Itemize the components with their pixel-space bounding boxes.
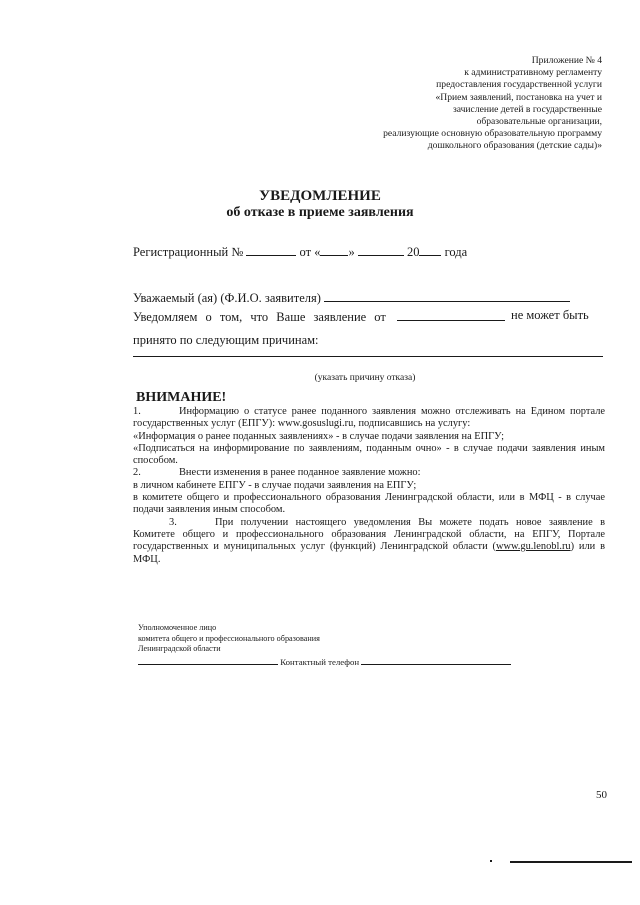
phone-line xyxy=(138,656,511,667)
appendix-line: реализующие основную образовательную программу xyxy=(383,128,602,140)
phone-label: Контактный телефон xyxy=(280,657,360,667)
item-text-end: ) или в МФЦ. xyxy=(133,541,605,565)
appendix-line: Приложение № 4 xyxy=(531,55,602,66)
document-title: УВЕДОМЛЕНИЕ xyxy=(259,188,381,204)
item-text: При получении настоящего уведомления Вы можете подать новое заявление в Комитете общего и профессионального образования Ленинградской области, на ЕПГУ, Портале государственных и муниципальных услуг (функций) Ленинградской области ( xyxy=(133,516,605,553)
document-subtitle: об отказе в приеме заявления xyxy=(226,205,414,220)
item-3 xyxy=(133,517,605,566)
signature-line: Ленинградской области xyxy=(138,644,221,654)
item-1-line: «Информация о ранее поданных заявлениях» - в случае подачи заявления на ЕПГУ; xyxy=(133,430,504,442)
item-1 xyxy=(133,406,605,431)
attention-body xyxy=(133,406,605,566)
portal-link[interactable]: www.gu.lenobl.ru xyxy=(495,541,571,553)
signature-line: комитета общего и профессионального образования xyxy=(138,633,320,643)
registration-line xyxy=(133,243,467,260)
greeting-label: Уважаемый (ая) (Ф.И.О. заявителя) xyxy=(133,291,321,305)
applicant-name-field[interactable] xyxy=(324,289,570,302)
item-text: Информацию о статусе ранее поданного заявления можно отслеживать на Едином портале государственных услуг (ЕПГУ): www.gosuslugi.ru, подписавшись на услугу: xyxy=(133,406,605,430)
greeting-line xyxy=(133,289,570,306)
registration-day-field[interactable] xyxy=(320,243,348,256)
appendix-line: к административному регламенту xyxy=(464,67,602,79)
notice-line xyxy=(133,308,505,325)
notice-text: Уведомляем о том, что Ваше заявление от xyxy=(133,310,386,324)
registration-number-field[interactable] xyxy=(246,243,296,256)
registration-month-field[interactable] xyxy=(358,243,404,256)
scan-mark xyxy=(490,860,492,862)
item-number: 2. xyxy=(133,467,141,479)
item-number: 1. xyxy=(133,406,141,417)
registration-label: Регистрационный № xyxy=(133,245,244,259)
registration-year-prefix: 20 xyxy=(406,245,420,259)
notice-text-reasons: принято по следующим причинам: xyxy=(133,333,319,347)
item-2-line: в личном кабинете ЕПГУ - в случае подачи заявления на ЕПГУ; xyxy=(133,479,417,491)
notice-text-end: не может быть xyxy=(511,308,589,322)
item-text: Внести изменения в ранее поданное заявление можно: xyxy=(179,467,421,479)
registration-year-field[interactable] xyxy=(419,243,441,256)
signature-block xyxy=(138,623,320,655)
item-2-line: в комитете общего и профессионального образования Ленинградской области, или в МФЦ - в случае подачи заявления иным способом. xyxy=(133,492,605,516)
reason-hint: (указать причину отказа) xyxy=(314,373,416,383)
signature-line: Уполномоченное лицо xyxy=(138,623,217,632)
application-date-field[interactable] xyxy=(397,308,505,321)
item-2 xyxy=(133,467,605,479)
appendix-line: «Прием заявлений, постановка на учет и xyxy=(435,91,602,103)
registration-year-suffix: года xyxy=(444,245,468,259)
item-number: 3. xyxy=(169,516,177,528)
appendix-line: зачисление детей в государственные xyxy=(452,103,602,115)
phone-field[interactable] xyxy=(361,656,511,665)
appendix-line: образовательные организации, xyxy=(476,116,602,128)
signature-field[interactable] xyxy=(138,656,278,665)
appendix-block xyxy=(312,55,602,153)
attention-heading: ВНИМАНИЕ! xyxy=(136,390,227,405)
registration-quote-close: » xyxy=(348,245,355,259)
reason-field[interactable] xyxy=(133,356,603,357)
registration-from-label: от « xyxy=(299,245,321,259)
appendix-line: дошкольного образования (детские сады)» xyxy=(427,140,602,152)
item-1-line: «Подписаться на информирование по заявлениям, поданным очно» - в случае подачи заявления иным способом. xyxy=(133,442,605,467)
appendix-line: предоставления государственной услуги xyxy=(436,79,602,91)
page-number: 50 xyxy=(596,789,607,801)
footer-rule xyxy=(510,861,632,863)
